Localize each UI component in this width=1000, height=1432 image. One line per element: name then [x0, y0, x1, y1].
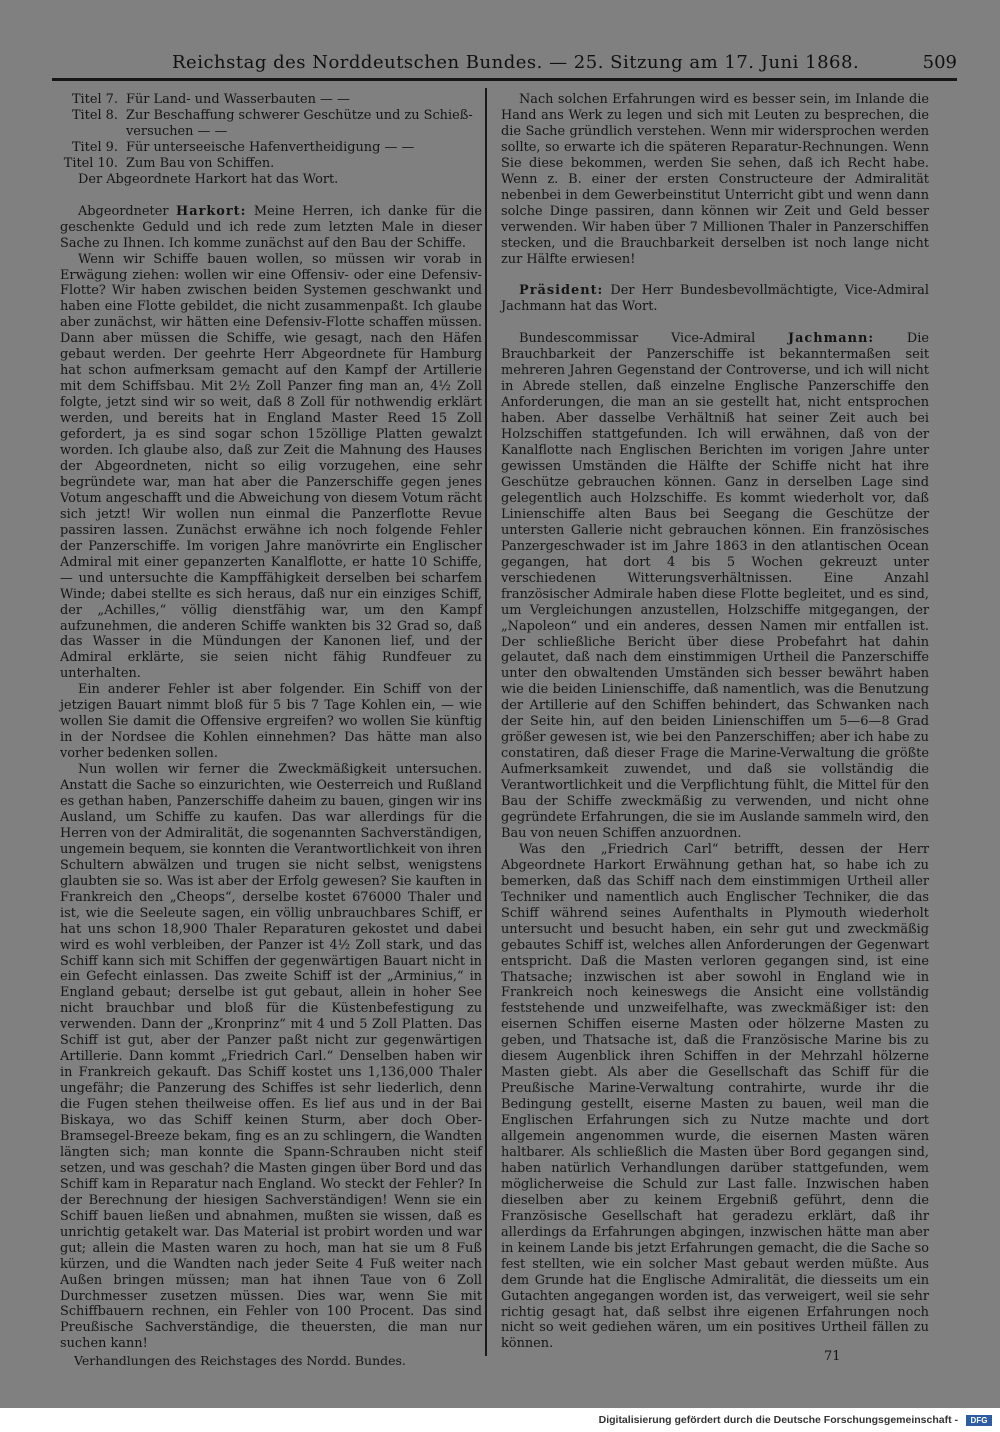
- digitization-credit-bar: [0, 1408, 1000, 1432]
- title-number: Titel 8.: [71, 107, 118, 123]
- left-column: [60, 92, 482, 1352]
- president-statement: [501, 283, 929, 315]
- speech-paragraph: Ein anderer Fehler ist aber folgender. Ein Schiff von der jetzigen Bauart nimmt bloß für 5 bis 7 Tage Kohlen ein, — wie wollen Sie damit die Offensive ergreifen? wo wollen Sie künftig in der Nordsee die Kohlen einnehmen? Das hätte man also vorher bedenken sollen.: [60, 682, 482, 762]
- speech-text: Der Herr Bundesbevollmächtigte, Vice-Admiral Jachmann hat das Wort.: [501, 283, 929, 315]
- title-number: Titel 10.: [63, 155, 118, 171]
- footer-publication: Verhandlungen des Reichstages des Nordd. Bundes.: [74, 1353, 406, 1368]
- jachmann-speech-opening: [501, 331, 929, 842]
- column-divider: [485, 88, 487, 1356]
- title-number: Titel 7.: [71, 92, 118, 107]
- speaker-prefix: Abgeordneter: [78, 203, 169, 219]
- header-page-number: 509: [922, 52, 957, 73]
- speech-text: Die Brauchbarkeit der Panzerschiffe ist bekanntermaßen seit mehreren Jahren Gegenstand der Controverse, und ich will nicht in Abrede stellen, daß einzelne Englische Panzerschiffe den Anforderungen, die man an sie gestellt hat, nicht entsprochen haben. Aber dasselbe Verhältniß hat seiner Zeit auch bei Holzschiffen stattgefunden. Ich will erwähnen, daß von der Kanalflotte nach Englischen Berichten im vorigen Jahre unter gewissen Umständen die Hälfte der Schiffe nicht hat ihre Geschütze gebrauchen können. Ganz in derselben Lage sind gelegentlich auch Holzschiffe. Es kommt wiederholt vor, daß Linienschiffe alten Baus bei Seegang die Geschütze der untersten Gallerie nicht gebrauchen können. Ein französisches Panzergeschwader ist im Jahre 1863 in den atlantischen Ocean gegangen, hat dort 4 bis 5 Wochen gekreuzt unter verschiedenen Witterungsverhältnissen. Eine Anzahl französischer Admirale haben diese Flotte begleitet, und es sind, um Vergleichungen anzustellen, Holzschiffe mitgegangen, der „Napoleon“ und ein anderes, dessen Namen mir entfallen ist. Der schließliche Bericht über diese Probefahrt hat dahin gelautet, daß nach dem einstimmigen Urtheil die Panzerschiffe unter den obwaltenden Umständen sich besser bewährt haben wie die beiden Linienschiffe, daß namentlich, was die Benutzung der Artillerie auf den Schiffen behindert, das Schwanken nach der Seite hin, auf den beiden Linienschiffen um 5—6—8 Grad größer gewesen ist, wie bei den Panzerschiffen; aber ich habe zu constatiren, daß dieser Frage die Marine-Verwaltung die größte Aufmerksamkeit zuwendet, und daß sie vollständig die Verantwortlichkeit und die Verpflichtung fühlt, die Mittel für den Bau der Schiffe zweckmäßig zu verwenden, und nicht ohne gegründete Erfahrungen, die sie im Auslande sammeln wird, den Bau von neuen Schiffen anzuordnen.: [501, 331, 929, 841]
- header-title: Reichstag des Norddeutschen Bundes. — 25. Sitzung am 17. Juni 1868.: [172, 52, 860, 73]
- title-item: [60, 108, 482, 124]
- harkort-speech-opening: [60, 204, 482, 252]
- speaker-name: Jachmann:: [787, 331, 875, 347]
- title-item: [60, 140, 482, 156]
- speaker-name: Präsident:: [519, 283, 604, 299]
- title-text: Zur Beschaffung schwerer Geschütze und zu Schieß-: [126, 107, 473, 123]
- title-text: Für Land- und Wasserbauten — —: [126, 92, 350, 107]
- dfg-logo: DFG: [966, 1415, 992, 1426]
- speaker-prefix: Bundescommissar Vice-Admiral: [519, 331, 756, 347]
- title-text: Für unterseeische Hafenvertheidigung — —: [126, 139, 415, 155]
- title-item-continuation: versuchen — —: [126, 123, 228, 139]
- speech-text: Meine Herren, ich danke für die geschenkte Geduld und ich rede zum letzten Male in dieser Sache zu Ihnen. Ich komme zunächst auf den Bau der Schiffe.: [60, 203, 482, 251]
- page-header: [52, 44, 957, 81]
- speech-paragraph: Nach solchen Erfahrungen wird es besser sein, im Inlande die Hand ans Werk zu legen und sich mit Leuten zu besprechen, die die Sache gründlich verstehen. Wenn mir widersprochen werden sollte, so erwarte ich die späteren Reparatur-Rechnungen. Wenn Sie diese bekommen, werden Sie sehen, daß ich Recht habe. Wenn z. B. einer der ersten Constructeure der Admiralität nebenbei in dem Gewerbeinstitut Unterricht gibt und wenn dann solche Dinge passiren, dann können wir Zeit und Geld besser verwenden. Wir haben über 7 Millionen Thaler in Panzerschiffen stecken, und die Brauchbarkeit derselben ist noch lange nicht zur Hälfte erwiesen!: [501, 92, 929, 267]
- speech-paragraph: Wenn wir Schiffe bauen wollen, so müssen wir vorab in Erwägung ziehen: wollen wir eine Offensiv- oder eine Defensiv-Flotte? Wir haben zwischen beiden Systemen geschwankt und haben eine Flotte gebildet, die nicht zusammenpaßt. Ich glaube aber zunächst, wir hätten eine Defensiv-Flotte schaffen müssen. Dann aber müssen die Schiffe, wie gesagt, nach den Häfen gebaut werden. Der geehrte Herr Abgeordnete für Hamburg hat schon aufmerksam gemacht auf den Kampf der Artillerie mit dem Schiffsbau. Mit 2½ Zoll Panzer fing man an, 4½ Zoll folgte, jetzt sind wir so weit, daß 8 Zoll für nothwendig erklärt werden, und bereits hat in England Master Reed 15 Zoll gefordert, ja es sind sogar schon 15zöllige Platten gewalzt worden. Ich glaube also, daß zur Zeit die Mahnung des Hauses der Abgeordneten, nicht so eilig vorzugehen, eine sehr begründete war, man hat aber die Panzerschiffe gegen jenes Votum angeschafft und die Abweichung von diesem Votum rächt sich jetzt! Wir wollen nun einmal die Panzerflotte Revue passiren lassen. Zunächst erwähne ich noch folgende Fehler der Panzerschiffe. Im vorigen Jahre manövrirte ein Englischer Admiral mit einer gepanzerten Kanalflotte, er hatte 10 Schiffe, — und untersuchte die Kampffähigkeit derselben bei scharfem Winde; dabei stellte es sich heraus, daß nur ein einziges Schiff, der „Achilles,“ völlig dienstfähig war, um den Kampf aufzunehmen, die anderen Schiffe wankten bis 32 Grad so, daß das Wasser in die Mündungen der Kanonen lief, und der Admiral erklärte, sie seien nicht fähig Rundfeuer zu unterhalten.: [60, 251, 482, 682]
- speech-paragraph: Was den „Friedrich Carl“ betrifft, dessen der Herr Abgeordnete Harkort Erwähnung gethan hat, so habe ich zu bemerken, daß das Schiff nach dem einstimmigen Urtheil aller Techniker und namentlich auch Englischer Techniker, die das Schiff während seines Aufenthalts in Plymouth wiederholt untersucht und besucht haben, ein sehr gut und zweckmäßig gebautes Schiff ist, welches allen Anforderungen der Gegenwart entspricht. Daß die Masten verloren gegangen sind, ist eine Thatsache; inzwischen ist aber sowohl in England wie in Frankreich noch keineswegs die Ansicht eine vollständig feststehende und unzweifelhafte, was zweckmäßiger ist: den eisernen Schiffen eiserne Masten oder hölzerne Masten zu geben, und Thatsache ist, daß die Französische Marine bis zu diesem Augenblick ihren Schiffen in der Mehrzahl hölzerne Masten giebt. Als aber die Gesellschaft das Schiff für die Preußische Marine-Verwaltung contrahirte, wurde ihr die Bedingung gestellt, eiserne Masten zu bauen, weil man die Englischen Erfahrungen sich zu Nutze machte und dort allgemein angenommen wurde, die eisernen Masten wären haltbarer. Als schließlich die Masten über Bord gegangen sind, haben natürlich Verhandlungen darüber stattgefunden, wem möglicherweise die Schuld zur Last falle. Inzwischen haben dieselben aber zu keinem Ergebniß geführt, denn die Französische Gesellschaft hat geradezu erklärt, daß ihr allerdings da Erfahrungen abgingen, inzwischen hätte man aber in keinem Lande bis jetzt Erfahrungen gemacht, die die Sache so fest stellten, wie ein solcher Mast gebaut werden müßte. Aus dem Grunde hat die Englische Admiralität, die diesseits um ein Gutachten angegangen worden ist, das verweigert, weil sie sehr richtig gesagt hat, daß selbst ihre eigenen Erfahrungen noch nicht so weit gediehen wären, um ein positives Urtheil fällen zu können.: [501, 841, 929, 1352]
- budget-titles-list: [60, 92, 482, 172]
- title-number: Titel 9.: [71, 139, 118, 155]
- title-item: [60, 156, 482, 172]
- title-text: Zum Bau von Schiffen.: [126, 155, 275, 171]
- right-column: [501, 92, 929, 1352]
- credit-text: Digitalisierung gefördert durch die Deutsche Forschungsgemeinschaft -: [598, 1414, 958, 1426]
- speaker-name: Harkort:: [176, 203, 247, 219]
- title-item: [60, 92, 482, 108]
- floor-given-line: Der Abgeordnete Harkort hat das Wort.: [78, 171, 339, 187]
- footer-sheet-number: 71: [824, 1349, 841, 1364]
- speech-paragraph: Nun wollen wir ferner die Zweckmäßigkeit untersuchen. Anstatt die Sache so einzurichten, wie Oesterreich und Rußland es gethan haben, Panzerschiffe daheim zu bauen, gingen wir ins Ausland, um Schiffe zu kaufen. Das war allerdings für die Herren von der Admiralität, die sogenannten Sachverständigen, ungemein bequem, sie konnten die Verantwortlichkeit von ihren Schultern abwälzen und trugen sie nicht selbst, wenigstens glaubten sie so. Was ist aber der Erfolg gewesen? Sie kauften in Frankreich den „Cheops“, derselbe kostet 676000 Thaler und ist, wie die Seeleute sagen, ein völlig unbrauchbares Schiff, er hat uns schon 18,900 Thaler Reparaturen gekostet und dabei wird es wohl verbleiben, der Panzer ist 4½ Zoll stark, und das Schiff kann sich mit Schiffen der gegenwärtigen Bauart nicht in ein Gefecht einlassen. Das zweite Schiff ist der „Arminius,“ in England gebaut; derselbe ist gut gebaut, allein in hoher See nicht brauchbar und bloß für die Küstenbefestigung zu verwenden. Dann der „Kronprinz“ mit 4 und 5 Zoll Platten. Das Schiff ist gut, aber der Panzer paßt nicht zur gegenwärtigen Artillerie. Dann kommt „Friedrich Carl.“ Denselben haben wir in Frankreich gekauft. Das Schiff kostet uns 1,136,000 Thaler ungefähr; die Panzerung des Schiffes ist sehr liederlich, denn die Fugen stehen theilweise offen. Es lief aus und in der Bai Biskaya, wo das Schiff keinen Sturm, aber doch Ober-Bramsegel-Breeze bekam, fing es an zu schlingern, die Wandten längten sich; man konnte die Spann-Schrauben nicht steif setzen, und was geschah? die Masten gingen über Bord und das Schiff kam in Reparatur nach England. Wo steckt der Fehler? In der Berechnung der hiesigen Sachverständigen! Wenn sie ein Schiff bauen ließen und abnahmen, mußten sie wissen, daß es unrichtig getakelt war. Das Material ist probirt worden und war gut; allein die Masten waren zu hoch, man hat sie um 8 Fuß kürzen, und die Wandten nach jeder Seite 4 Fuß weiter nach Außen bringen müssen; man hat ihnen Taue von 6 Zoll Durchmesser zusetzen müssen. Dies war, wenn Sie mit Schiffbauern rechnen, ein Fehler von 100 Procent. Das sind Preußische Sachverständige, die theuersten, die man nur suchen kann!: [60, 762, 482, 1352]
